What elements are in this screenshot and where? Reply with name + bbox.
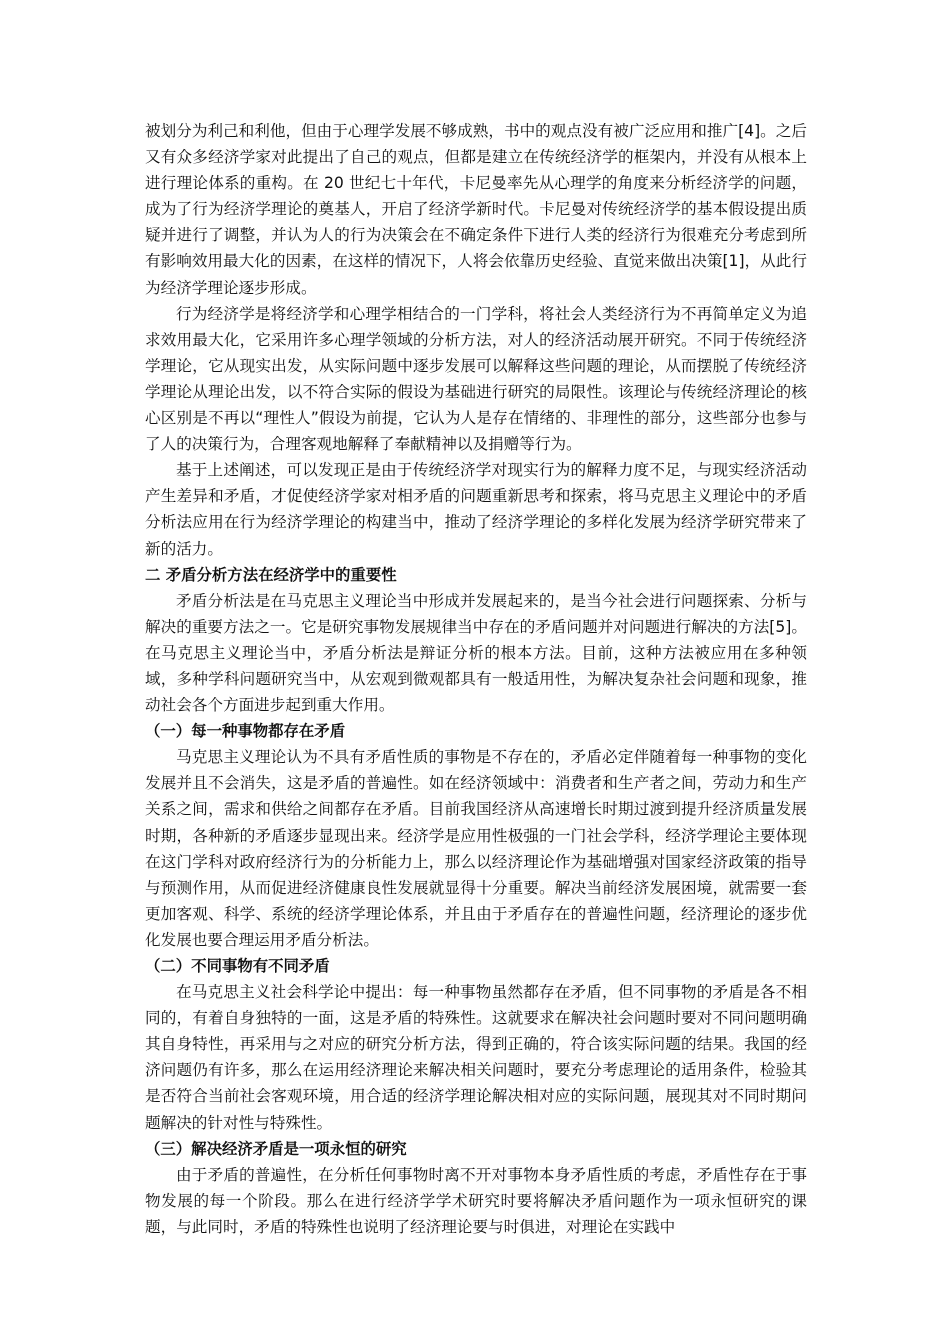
paragraph-summary: 基于上述阐述，可以发现正是由于传统经济学对现实行为的解释力度不足，与现实经济活动产生差异和矛盾，才促使经济学家对相矛盾的问题重新思考和探索，将马克思主义理论中的矛盾分析法应用在行为经济学理论的构建当中，推动了经济学理论的多样化发展为经济学研究带来了新的活力。: [145, 461, 807, 558]
paragraph-section2-intro: 矛盾分析法是在马克思主义理论当中形成并发展起来的，是当今社会进行问题探索、分析与解决的重要方法之一。它是研究事物发展规律当中存在的矛盾问题并对问题进行解决的方法[5]。在马克思主义理论当中，矛盾分析法是辩证分析的根本方法。目前，这种方法被应用在多种领域，多种学科问题研究当中，从宏观到微观都具有一般适用性，为解决复杂社会问题和现象，推动社会各个方面进步起到重大作用。: [145, 591, 807, 715]
document-page: [145, 118, 807, 1240]
section-heading-2: 二 矛盾分析方法在经济学中的重要性: [145, 565, 397, 584]
subsection-heading-2: （二）不同事物有不同矛盾: [145, 957, 330, 975]
paragraph-subsection-2: 在马克思主义社会科学论中提出：每一种事物虽然都存在矛盾，但不同事物的矛盾是各不相同的，有着自身独特的一面，这是矛盾的特殊性。这就要求在解决社会问题时要对不同问题明确其自身特性，再采用与之对应的研究分析方法，得到正确的，符合该实际问题的结果。我国的经济问题仍有许多，那么在运用经济理论来解决相关问题时，要充分考虑理论的适用条件，检验其是否符合当前社会客观环境，用合适的经济学理论解决相对应的实际问题，展现其对不同时期问题解决的针对性与特殊性。: [145, 983, 807, 1132]
paragraph-subsection-3: 由于矛盾的普遍性，在分析任何事物时离不开对事物本身矛盾性质的考虑，矛盾性存在于事物发展的每一个阶段。那么在进行经济学学术研究时要将解决矛盾问题作为一项永恒研究的课题，与此同时，矛盾的特殊性也说明了经济理论要与时俱进，对理论在实践中: [145, 1165, 807, 1236]
subsection-heading-1: （一）每一种事物都存在矛盾: [145, 722, 346, 741]
paragraph-behavioral-economics-definition: 行为经济学是将经济学和心理学相结合的一门学科，将社会人类经济行为不再简单定义为追求效用最大化，它采用许多心理学领域的分析方法，对人的经济活动展开研究。不同于传统经济学理论，它从现实出发，从实际问题中逐步发展可以解释这些问题的理论，从而摆脱了传统经济学理论从理论出发，以不符合实际的假设为基础进行研究的局限性。该理论与传统经济理论的核心区别是不再以“理性人”假设为前提，它认为人是存在情绪的、非理性的部分，这些部分也参与了人的决策行为，合理客观地解释了奉献精神以及捐赠等行为。: [145, 304, 807, 454]
paragraph-historical-background: 被划分为利己和利他，但由于心理学发展不够成熟，书中的观点没有被广泛应用和推广[4]。之后又有众多经济学家对此提出了自己的观点，但都是建立在传统经济学的框架内，并没有从根本上进行理论体系的重构。在 20 世纪七十年代，卡尼曼率先从心理学的角度来分析经济学的问题，成为了行为经济学理论的奠基人，开启了经济学新时代。卡尼曼对传统经济学的基本假设提出质疑并进行了调整，并认为人的行为决策会在不确定条件下进行人类的经济行为很难充分考虑到所有影响效用最大化的因素，在这样的情况下，人将会依靠历史经验、直觉来做出决策[1]，从此行为经济学理论逐步形成。: [145, 122, 807, 297]
subsection-heading-3: （三）解决经济矛盾是一项永恒的研究: [145, 1139, 407, 1158]
paragraph-subsection-1: 马克思主义理论认为不具有矛盾性质的事物是不存在的，矛盾必定伴随着每一种事物的变化发展并且不会消失，这是矛盾的普遍性。如在经济领域中：消费者和生产者之间，劳动力和生产关系之间，需求和供给之间都存在矛盾。目前我国经济从高速增长时期过渡到提升经济质量发展时期，各种新的矛盾逐步显现出来。经济学是应用性极强的一门社会学科，经济学理论主要体现在这门学科对政府经济行为的分析能力上，那么以经济理论作为基础增强对国家经济政策的指导与预测作用，从而促进经济健康良性发展就显得十分重要。解决当前经济发展困境，就需要一套更加客观、科学、系统的经济学理论体系，并且由于矛盾存在的普遍性问题，经济理论的逐步优化发展也要合理运用矛盾分析法。: [145, 748, 807, 949]
